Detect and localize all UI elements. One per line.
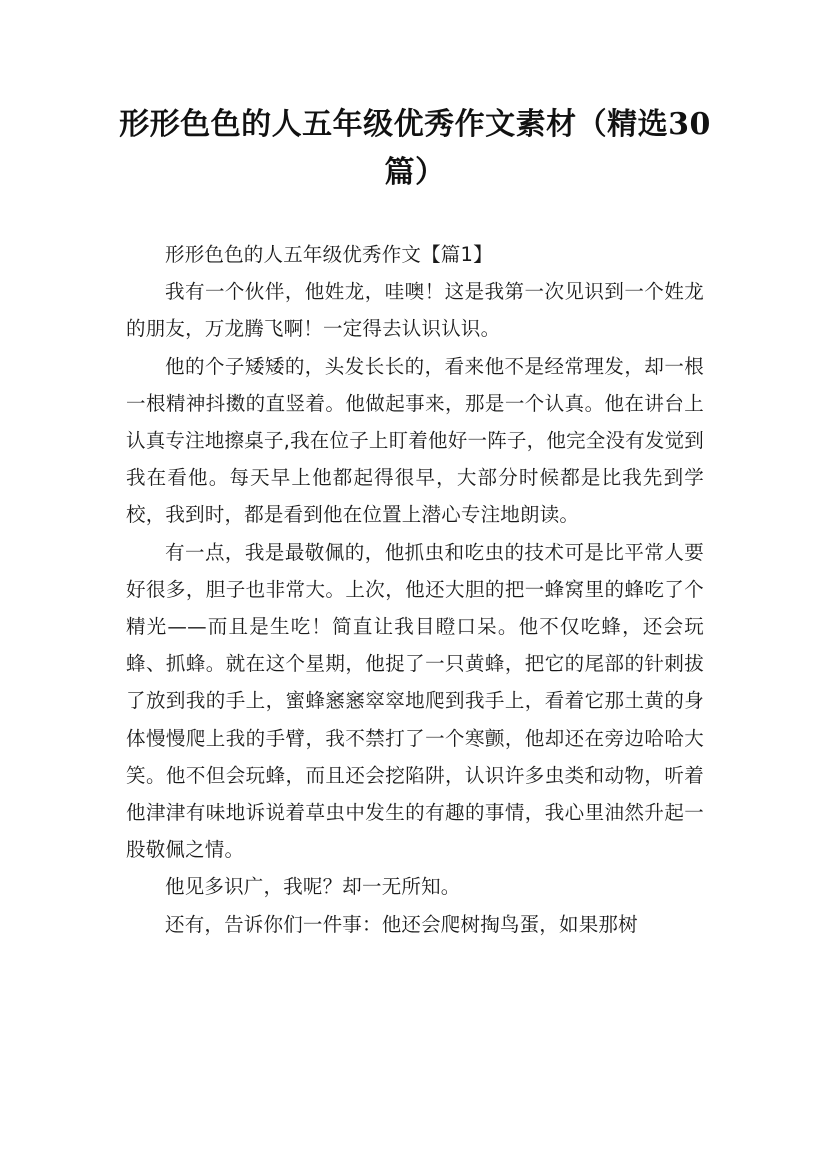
paragraph-1: 我有一个伙伴，他姓龙，哇噢！这是我第一次见识到一个姓龙的朋友，万龙腾飞啊！一定得去认识认识。 xyxy=(126,280,704,341)
paragraph-5: 还有，告诉你们一件事：他还会爬树掏鸟蛋，如果那树 xyxy=(165,912,638,936)
paragraph-2: 他的个子矮矮的，头发长长的，看来他不是经常理发，却一根一根精神抖擞的直竖着。他做起事来，那是一个认真。他在讲台上认真专注地擦桌子,我在位子上盯着他好一阵子，他完全没有发觉到我在看他。每天早上他都起得很早，大部分时候都是比我先到学校，我到时，都是看到他在位置上潜心专注地朗读。 xyxy=(126,354,704,527)
paragraph-3: 有一点，我是最敬佩的，他抓虫和吃虫的技术可是比平常人要好很多，胆子也非常大。上次，他还大胆的把一蜂窝里的蜂吃了个精光——而且是生吃！简直让我目瞪口呆。他不仅吃蜂，还会玩蜂、抓蜂。就在这个星期，他捉了一只黄蜂，把它的尾部的针刺拔了放到我的手上，蜜蜂窸窸窣窣地爬到我手上，看着它那土黄的身体慢慢爬上我的手臂，我不禁打了一个寒颤，他却还在旁边哈哈大笑。他不但会玩蜂，而且还会挖陷阱，认识许多虫类和动物，听着他津津有味地诉说着草虫中发生的有趣的事情，我心里油然升起一股敬佩之情。 xyxy=(126,540,704,862)
document-title: 形形色色的人五年级优秀作文素材（精选30篇） xyxy=(119,107,711,190)
paragraph-4: 他见多识广，我呢？却一无所知。 xyxy=(165,875,461,899)
document-body xyxy=(126,236,704,943)
section-heading: 形形色色的人五年级优秀作文【篇1】 xyxy=(165,243,493,266)
